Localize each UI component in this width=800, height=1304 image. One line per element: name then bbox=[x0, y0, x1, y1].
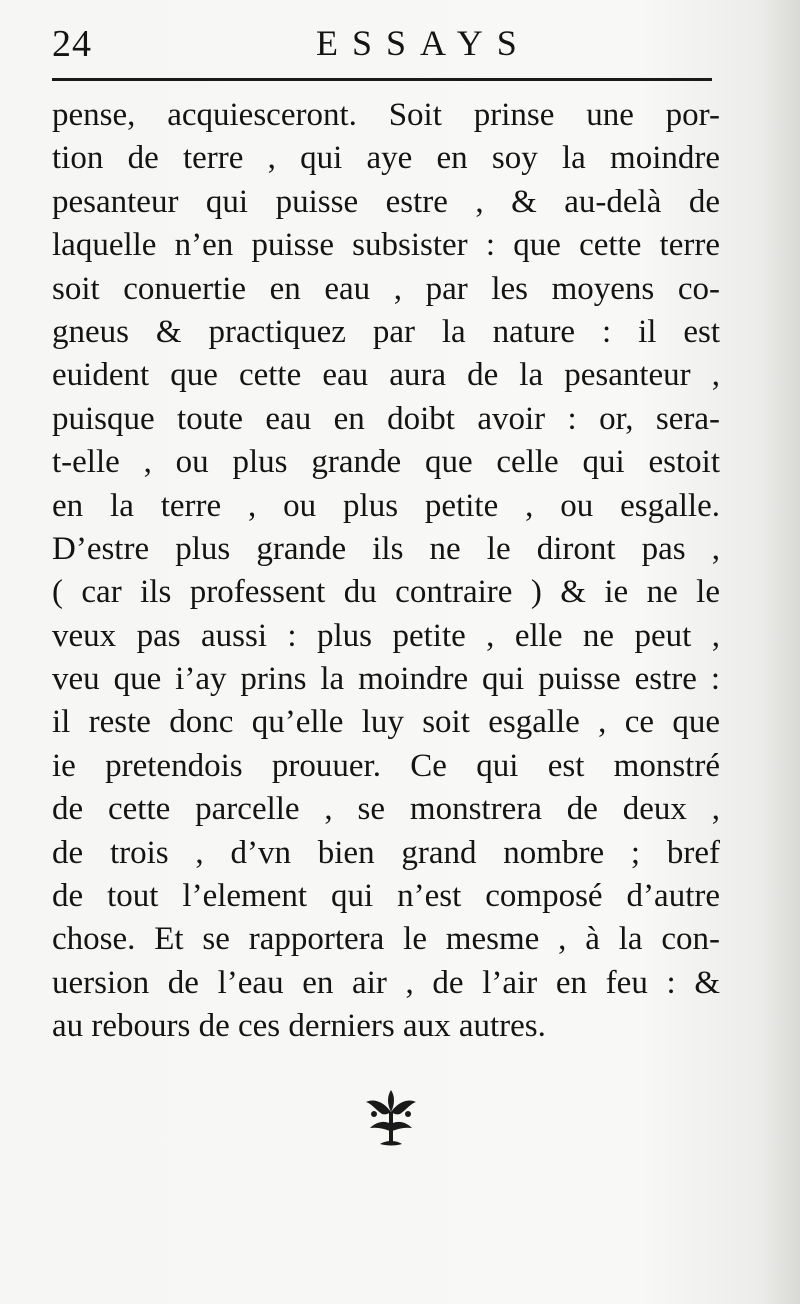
text-line: de trois , d’vn bien grand nombre ; bref bbox=[52, 834, 720, 871]
header-rule bbox=[52, 78, 712, 81]
text-line: D’estre plus grande ils ne le diront pas , bbox=[52, 530, 720, 567]
text-line: euident que cette eau aura de la pesanteur , bbox=[52, 357, 720, 394]
text-line: au rebours de ces derniers aux autres. bbox=[52, 1008, 546, 1045]
text-line: il reste donc qu’elle luy soit esgalle , ce que bbox=[52, 704, 720, 741]
text-line: gneus & practiquez par la nature : il est bbox=[52, 313, 720, 350]
text-line: en la terre , ou plus petite , ou esgalle. bbox=[52, 487, 720, 524]
text-line: ie pretendois prouuer. Ce qui est monstré bbox=[52, 747, 720, 784]
text-line: uersion de l’eau en air , de l’air en feu : & bbox=[52, 964, 720, 1001]
fleuron-ornament-icon bbox=[360, 1084, 422, 1154]
text-line: veux pas aussi : plus petite , elle ne peut , bbox=[52, 617, 720, 654]
page-number: 24 bbox=[52, 23, 92, 65]
text-line: pesanteur qui puisse estre , & au-delà de bbox=[52, 183, 720, 220]
body-text bbox=[52, 94, 720, 1049]
text-line: chose. Et se rapportera le mesme , à la con- bbox=[52, 921, 720, 958]
text-line: t-elle , ou plus grande que celle qui estoit bbox=[52, 444, 720, 481]
text-line: pense, acquiesceront. Soit prinse une por- bbox=[52, 97, 720, 133]
text-line: de tout l’element qui n’est composé d’autre bbox=[52, 878, 720, 915]
text-line: de cette parcelle , se monstrera de deux , bbox=[52, 791, 720, 828]
text-line: laquelle n’en puisse subsister : que cette terre bbox=[52, 227, 720, 264]
text-line: puisque toute eau en doibt avoir : or, sera- bbox=[52, 400, 720, 437]
text-line: soit conuertie en eau , par les moyens co- bbox=[52, 270, 720, 307]
running-title: ESSAYS bbox=[316, 23, 531, 63]
text-line: tion de terre , qui aye en soy la moindre bbox=[52, 140, 720, 177]
page-header bbox=[52, 18, 712, 68]
text-line: ( car ils professent du contraire ) & ie ne le bbox=[52, 574, 720, 611]
text-line: veu que i’ay prins la moindre qui puisse estre : bbox=[52, 661, 720, 698]
